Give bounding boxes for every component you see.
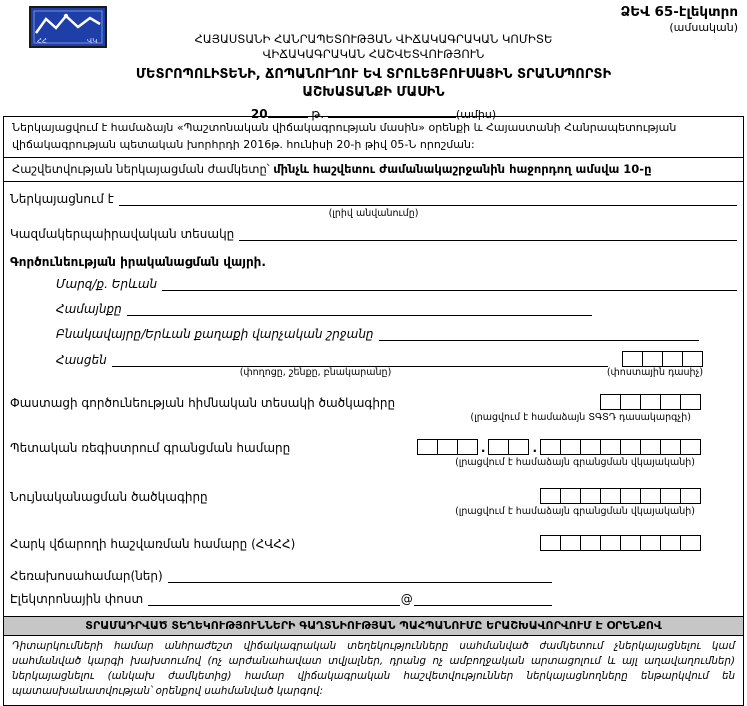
address-input-line[interactable] bbox=[112, 354, 608, 367]
marz-row bbox=[56, 277, 737, 291]
register-hint: (լրացվում է համաձայն գրանցման վկայականի) bbox=[455, 457, 695, 468]
settlement-label: Բնակավայրը/Երևան քաղաքի վարչական շրջանը bbox=[56, 327, 374, 341]
email-label: Էլեկտրոնային փոստ bbox=[10, 592, 144, 606]
armstat-logo-image bbox=[29, 6, 107, 48]
liability-footnote: Դիտարկումների համար անհրաժեշտ վիճակագրական տեղեկությունները սահմանված ժամկետում չներկայացնելու կամ սահմանված կարգի խախտումով (ոչ արժանահավատ տվյալներ, դրանց ոչ ամբողջական արտացոլում և այլ աղավաղումներ) ներկայացնելու (անկախ ժամկետից) համար վիճակագրական հաշվետվություններ ներկայացնողները ենթարկվում են պատասխանատվության՝ օրենքով սահմանված կարգով: bbox=[12, 640, 735, 697]
form-title-line2: ԱՇԽԱՏԱՆՔԻ ՄԱՍԻՆ bbox=[302, 84, 445, 100]
register-cells-group2 bbox=[488, 439, 529, 455]
code-cell[interactable] bbox=[680, 535, 701, 551]
activity-row bbox=[10, 394, 737, 410]
code-cell[interactable] bbox=[437, 439, 458, 455]
phone-row bbox=[10, 569, 552, 583]
register-row bbox=[10, 439, 737, 455]
logo-letters-right: ՎԿ bbox=[87, 37, 98, 45]
email-domain-input-line[interactable] bbox=[414, 593, 552, 606]
code-cell[interactable] bbox=[620, 535, 641, 551]
email-local-input-line[interactable] bbox=[148, 593, 399, 606]
org-type-label: Կազմակերպաիրավական տեսակը bbox=[10, 227, 235, 241]
code-cell[interactable] bbox=[622, 351, 643, 367]
code-cell[interactable] bbox=[660, 394, 681, 410]
code-cell[interactable] bbox=[580, 535, 601, 551]
register-cell-groups bbox=[417, 439, 701, 455]
code-cell[interactable] bbox=[640, 439, 661, 455]
year-prefix: 20 bbox=[250, 107, 268, 122]
community-label: Համայնքը bbox=[56, 302, 122, 316]
address-row bbox=[56, 351, 737, 367]
code-cell[interactable] bbox=[680, 394, 701, 410]
register-dot2: . bbox=[532, 441, 537, 455]
settlement-row bbox=[56, 327, 737, 341]
email-row bbox=[10, 592, 552, 606]
activity-label: Փաստացի գործունեության հիմնական տեսակի ծածկագիրը bbox=[10, 396, 396, 410]
year-line bbox=[3, 106, 744, 121]
code-cell[interactable] bbox=[600, 439, 621, 455]
form-code-block bbox=[620, 4, 738, 34]
code-cell[interactable] bbox=[620, 394, 641, 410]
code-cell[interactable] bbox=[540, 535, 561, 551]
code-cell[interactable] bbox=[457, 439, 478, 455]
deadline-bold-part: մինչև հաշվետու ժամանակաշրջանին հաջորդող ամսվա 10-ը bbox=[273, 162, 652, 176]
form-code-label: ՁԵՎ 65-էլեկտրո bbox=[620, 4, 738, 20]
code-cell[interactable] bbox=[680, 488, 701, 504]
tin-label: Հարկ վճարողի հաշվառման համարը (ՀՎՀՀ) bbox=[10, 537, 296, 551]
id-code-row bbox=[10, 488, 737, 504]
org-name-line1: ՀԱՅԱՍՏԱՆԻ ՀԱՆՐԱՊԵՏՈՒԹՅԱՆ ՎԻՃԱԿԱԳՐԱԿԱՆ ԿՈՄԻՏԵ bbox=[194, 32, 553, 46]
code-cell[interactable] bbox=[642, 351, 663, 367]
year-input-line[interactable] bbox=[268, 106, 308, 118]
register-dot1: . bbox=[480, 441, 486, 455]
fields-section bbox=[4, 182, 743, 616]
community-row bbox=[56, 302, 737, 316]
presenter-label: Ներկայացնում է bbox=[10, 192, 114, 206]
org-name-line2: ՎԻՃԱԿԱԳՐԱԿԱՆ ՀԱՇՎԵՏՎՈՒԹՅՈՒՆ bbox=[262, 47, 485, 62]
presenter-hint: (լրիվ անվանումը) bbox=[328, 208, 419, 219]
code-cell[interactable] bbox=[580, 488, 601, 504]
form-header bbox=[3, 2, 744, 122]
code-cell[interactable] bbox=[580, 439, 601, 455]
presenter-input-line[interactable] bbox=[119, 193, 737, 206]
legal-basis-text: Ներկայացվում է համաձայն «Պաշտոնական վիճակագրության մասին» օրենքի և Հայաստանի Հանրապետության վիճակագրության պետական խորհրդի 2016թ. հունիսի 20-ի թիվ 05-Ն որոշման: bbox=[12, 121, 677, 151]
code-cell[interactable] bbox=[600, 535, 621, 551]
armstat-logo bbox=[29, 6, 107, 51]
code-cell[interactable] bbox=[600, 394, 621, 410]
code-cell[interactable] bbox=[680, 439, 701, 455]
postal-hint: (փոստային դասիչ) bbox=[606, 367, 704, 378]
logo-letters-left: ՀՀ bbox=[37, 37, 48, 45]
id-code-cells bbox=[540, 488, 701, 504]
marz-label: Մարզ/ք. Երևան bbox=[56, 277, 158, 291]
tin-row bbox=[10, 535, 737, 551]
code-cell[interactable] bbox=[640, 535, 661, 551]
code-cell[interactable] bbox=[508, 439, 529, 455]
address-hint: (փողոցը, շենքը, բնակարանը) bbox=[239, 367, 392, 378]
code-cell[interactable] bbox=[640, 394, 661, 410]
register-cells-group1 bbox=[417, 439, 478, 455]
code-cell[interactable] bbox=[660, 488, 681, 504]
phone-input-line[interactable] bbox=[168, 570, 552, 583]
code-cell[interactable] bbox=[662, 351, 683, 367]
phone-label: Հեռախոսահամար(ներ) bbox=[10, 569, 163, 583]
deadline-box bbox=[4, 158, 743, 182]
address-hint-row bbox=[10, 367, 737, 378]
tin-cells bbox=[540, 535, 701, 551]
code-cell[interactable] bbox=[560, 439, 581, 455]
activity-code-cells bbox=[600, 394, 701, 410]
month-hint: (ամիս) bbox=[455, 108, 497, 122]
code-cell[interactable] bbox=[660, 535, 681, 551]
form-title-line1: ՄԵՏՐՈՊՈԼԻՏԵՆԻ, ՃՈՊԱՆՈՒՂՈՒ ԵՎ ՏՐՈԼԵՅԲՈՒՍԱՅԻՆ ՏՐԱՆՍՊՈՐՏԻ bbox=[135, 67, 612, 83]
register-label: Պետական ռեգիստրում գրանցման համարը bbox=[10, 441, 291, 455]
activity-hint: (լրացվում է համաձայն ՏԳՏԴ դասակարգչի) bbox=[470, 412, 691, 423]
register-cells-group3 bbox=[540, 439, 701, 455]
org-type-input-line[interactable] bbox=[239, 228, 737, 241]
form-body-frame bbox=[3, 116, 744, 706]
legal-basis-box bbox=[4, 117, 743, 158]
community-input-line[interactable] bbox=[127, 303, 592, 316]
code-cell[interactable] bbox=[660, 439, 681, 455]
code-cell[interactable] bbox=[620, 439, 641, 455]
code-cell[interactable] bbox=[560, 488, 581, 504]
deadline-prefix: Հաշվետվության ներկայացման ժամկետը՝ bbox=[12, 162, 274, 176]
code-cell[interactable] bbox=[488, 439, 509, 455]
year-suffix: թ. bbox=[311, 107, 325, 122]
address-label: Հասցեն bbox=[56, 353, 107, 367]
settlement-input-line[interactable] bbox=[379, 328, 699, 341]
code-cell[interactable] bbox=[560, 535, 581, 551]
marz-input-line[interactable] bbox=[162, 278, 737, 291]
id-code-hint: (լրացվում է համաձայն գրանցման վկայականի) bbox=[455, 506, 695, 517]
org-type-row bbox=[10, 227, 737, 241]
id-code-label: Նույնականացման ծածկագիրը bbox=[10, 490, 208, 504]
form-periodicity: (ամսական) bbox=[669, 21, 738, 34]
confidentiality-bar: ՏՐԱՄԱԴՐՎԱԾ ՏԵՂԵԿՈՒԹՅՈՒՆՆԵՐԻ ԳԱՂՏՆԻՈՒԹՅԱՆ ՊԱՀՊԱՆՈՒՄԸ ԵՐԱՇԽԱՎՈՐՎՈՒՄ Է ՕՐԵՆՔՈՎ bbox=[4, 616, 743, 636]
code-cell[interactable] bbox=[640, 488, 661, 504]
code-cell[interactable] bbox=[540, 488, 561, 504]
month-input-line[interactable] bbox=[328, 106, 456, 118]
code-cell[interactable] bbox=[600, 488, 621, 504]
email-at-sign: @ bbox=[400, 592, 413, 606]
presenter-row bbox=[10, 192, 737, 206]
location-header: Գործունեության իրականացման վայրի. bbox=[10, 255, 266, 269]
postal-code-cells bbox=[622, 351, 703, 367]
code-cell[interactable] bbox=[682, 351, 703, 367]
code-cell[interactable] bbox=[417, 439, 438, 455]
code-cell[interactable] bbox=[620, 488, 641, 504]
code-cell[interactable] bbox=[540, 439, 561, 455]
